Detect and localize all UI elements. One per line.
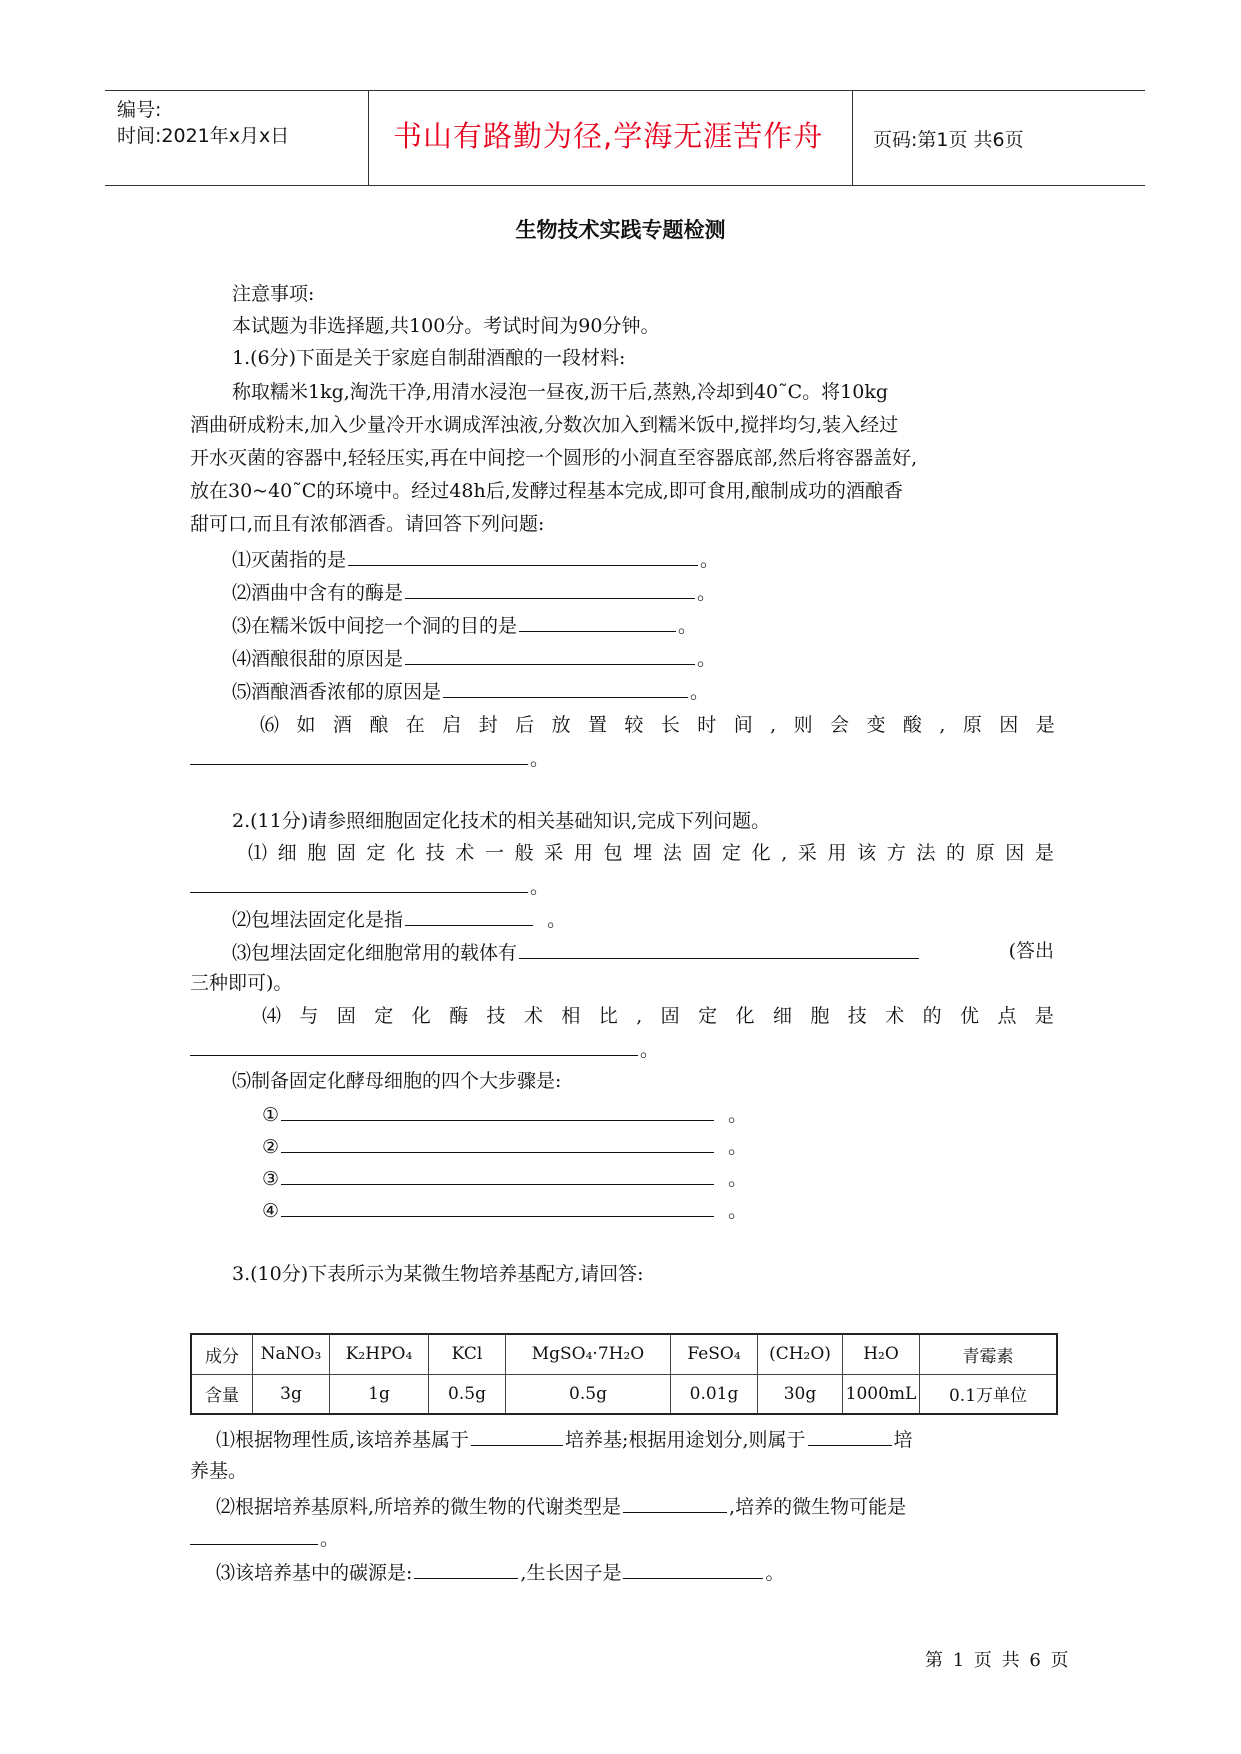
spaced-char: 定 xyxy=(722,842,742,864)
spaced-char: 化 xyxy=(735,1005,755,1027)
table-cell: NaNO₃ xyxy=(253,1334,330,1374)
spaced-char: 定 xyxy=(698,1005,718,1027)
q2-item-3-tail: (答出 xyxy=(1008,940,1054,962)
q2-step-1 xyxy=(262,1100,747,1128)
q2-item-3 xyxy=(232,938,1054,966)
q1-paragraph-line: 甜可口,而且有浓郁酒香。请回答下列问题: xyxy=(190,513,545,535)
q1-item-5 xyxy=(232,677,709,705)
q2-item-3-cont: 三种即可)。 xyxy=(190,972,293,994)
spaced-char: 酿 xyxy=(369,714,389,736)
spaced-char: 胞 xyxy=(810,1005,830,1027)
spaced-char: , xyxy=(781,842,788,864)
spaced-char: 方 xyxy=(886,842,906,864)
q3-text: ,生长因子是 xyxy=(520,1562,622,1584)
spaced-char: 较 xyxy=(624,714,644,736)
answer-blank[interactable] xyxy=(190,744,528,765)
notes-label: 注意事项: xyxy=(232,283,315,305)
answer-blank[interactable] xyxy=(348,545,698,566)
q1-item-text: ⑷酒酿很甜的原因是 xyxy=(232,648,404,670)
q1-paragraph-line: 放在30~40˜C的环境中。经过48h后,发酵过程基本完成,即可食用,酿制成功的酒酿香 xyxy=(190,480,903,502)
spaced-char: 固 xyxy=(336,842,356,864)
spaced-char: 优 xyxy=(960,1005,980,1027)
number-label: 编号: xyxy=(117,99,162,121)
spaced-char: 细 xyxy=(277,842,297,864)
q2-item-text: ⑵包埋法固定化是指 xyxy=(232,909,404,931)
header-divider xyxy=(368,91,369,185)
spaced-char: 酶 xyxy=(449,1005,469,1027)
q1-item-1 xyxy=(232,545,719,573)
answer-blank[interactable] xyxy=(519,611,676,632)
spaced-char: 置 xyxy=(587,714,607,736)
spaced-char: 相 xyxy=(561,1005,581,1027)
spaced-char: 技 xyxy=(847,1005,867,1027)
answer-blank[interactable] xyxy=(281,1196,714,1217)
q1-paragraph-line: 称取糯米1kg,淘洗干净,用清水浸泡一昼夜,沥干后,蒸熟,冷却到40˜C。将10kg xyxy=(232,381,889,403)
spaced-char: 长 xyxy=(660,714,680,736)
spaced-char: 胞 xyxy=(307,842,327,864)
page-info: 页码:第1页 共6页 xyxy=(873,129,1024,151)
spaced-char: ⑹ xyxy=(260,714,280,736)
q1-item-6-blank-line xyxy=(188,744,549,772)
q2-intro: 2.(11分)请参照细胞固定化技术的相关基础知识,完成下列问题。 xyxy=(232,810,771,832)
spaced-char: 法 xyxy=(916,842,936,864)
period: 。 xyxy=(690,681,710,703)
spaced-char: 用 xyxy=(827,842,847,864)
spaced-char: 化 xyxy=(751,842,771,864)
spaced-char: 术 xyxy=(885,1005,905,1027)
spaced-char: 固 xyxy=(336,1005,356,1027)
answer-blank[interactable] xyxy=(623,1558,763,1579)
spaced-char: 术 xyxy=(523,1005,543,1027)
spaced-char: , xyxy=(939,714,946,736)
period: 。 xyxy=(728,1104,748,1126)
period: 。 xyxy=(530,748,550,770)
spaced-char: 原 xyxy=(962,714,982,736)
answer-blank[interactable] xyxy=(808,1425,892,1446)
spaced-char: 是 xyxy=(1034,842,1054,864)
step-marker: ① xyxy=(262,1104,280,1126)
spaced-char: 间 xyxy=(733,714,753,736)
step-marker: ② xyxy=(262,1136,280,1158)
spaced-char: , xyxy=(770,714,777,736)
q3-sub-3 xyxy=(216,1558,784,1586)
q3-sub-2 xyxy=(216,1492,906,1520)
period: 。 xyxy=(728,1168,748,1190)
q1-item-text: ⑵酒曲中含有的酶是 xyxy=(232,582,404,604)
spaced-char: 变 xyxy=(866,714,886,736)
spaced-char: 般 xyxy=(514,842,534,864)
spaced-char: 点 xyxy=(997,1005,1017,1027)
motto: 书山有路勤为径,学海无涯苦作舟 xyxy=(393,119,824,153)
spaced-char: 放 xyxy=(551,714,571,736)
q3-text: ⑵根据培养基原料,所培养的微生物的代谢类型是 xyxy=(216,1496,622,1518)
answer-blank[interactable] xyxy=(190,872,528,893)
table-cell: 0.5g xyxy=(506,1374,671,1414)
table-cell: 成分 xyxy=(191,1334,253,1374)
period: 。 xyxy=(697,582,717,604)
period: 。 xyxy=(640,1039,660,1061)
table-cell: 0.01g xyxy=(671,1374,758,1414)
table-cell: 1g xyxy=(330,1374,429,1414)
q2-item-2 xyxy=(232,905,566,933)
table-cell: KCl xyxy=(429,1334,506,1374)
q1-item-text: ⑶在糯米饭中间挖一个洞的目的是 xyxy=(232,615,518,637)
spaced-char: 定 xyxy=(374,1005,394,1027)
answer-blank[interactable] xyxy=(405,905,533,926)
q1-item-6 xyxy=(260,712,1055,738)
q3-sub-1 xyxy=(216,1425,913,1453)
spaced-char: 因 xyxy=(999,714,1019,736)
answer-blank[interactable] xyxy=(281,1164,714,1185)
spaced-char: 的 xyxy=(922,1005,942,1027)
step-marker: ④ xyxy=(262,1200,280,1222)
answer-blank[interactable] xyxy=(190,1035,638,1056)
spaced-char: 则 xyxy=(793,714,813,736)
spaced-char: 启 xyxy=(442,714,462,736)
q1-paragraph-line: 开水灭菌的容器中,轻轻压实,再在中间挖一个圆形的小洞直至容器底部,然后将容器盖好, xyxy=(190,447,918,469)
time-label: 时间:2021年x月x日 xyxy=(117,125,290,147)
spaced-char: 包 xyxy=(603,842,623,864)
spaced-char: 用 xyxy=(573,842,593,864)
table-cell: H₂O xyxy=(843,1334,920,1374)
spaced-char: 术 xyxy=(455,842,475,864)
table-cell: K₂HPO₄ xyxy=(330,1334,429,1374)
q3-sub-1-cont: 养基。 xyxy=(190,1460,248,1482)
period: 。 xyxy=(728,1200,748,1222)
table-cell: 含量 xyxy=(191,1374,253,1414)
q1-item-text: ⑸酒酿酒香浓郁的原因是 xyxy=(232,681,442,703)
spaced-char: 采 xyxy=(797,842,817,864)
spaced-char: 化 xyxy=(411,1005,431,1027)
spaced-char: 后 xyxy=(515,714,535,736)
spaced-char: 采 xyxy=(544,842,564,864)
q2-item-text: ⑶包埋法固定化细胞常用的载体有 xyxy=(232,942,518,964)
answer-blank[interactable] xyxy=(443,677,688,698)
spaced-char: 固 xyxy=(692,842,712,864)
table-cell: (CH₂O) xyxy=(758,1334,843,1374)
step-marker: ③ xyxy=(262,1168,280,1190)
spaced-char: 技 xyxy=(425,842,445,864)
period: 。 xyxy=(547,909,567,931)
spaced-char: 定 xyxy=(366,842,386,864)
spaced-char: 是 xyxy=(1035,714,1055,736)
spaced-char: 酸 xyxy=(902,714,922,736)
table-cell: 0.5g xyxy=(429,1374,506,1414)
q3-text: ⑶该培养基中的碳源是: xyxy=(216,1562,413,1584)
spaced-char: 技 xyxy=(486,1005,506,1027)
period: 。 xyxy=(678,615,698,637)
answer-blank[interactable] xyxy=(281,1100,714,1121)
table-row xyxy=(191,1374,1057,1414)
page-title: 生物技术实践专题检测 xyxy=(515,218,726,242)
q3-text: 培 xyxy=(893,1429,913,1451)
spaced-char: 与 xyxy=(299,1005,319,1027)
answer-blank[interactable] xyxy=(519,938,919,959)
spaced-char: 是 xyxy=(1034,1005,1054,1027)
answer-blank[interactable] xyxy=(281,1132,714,1153)
q1-paragraph-line: 酒曲研成粉末,加入少量冷开水调成浑浊液,分数次加入到糯米饭中,搅拌均匀,装入经过 xyxy=(190,414,899,436)
spaced-char: 一 xyxy=(485,842,505,864)
q2-item-4-blank-line xyxy=(188,1035,659,1063)
spaced-char: 因 xyxy=(1005,842,1025,864)
page-footer: 第 1 页 共 6 页 xyxy=(925,1650,1071,1671)
q3-text: 培养基;根据用途划分,则属于 xyxy=(565,1429,806,1451)
spaced-char: 会 xyxy=(830,714,850,736)
q1-item-4 xyxy=(232,644,716,672)
period: 。 xyxy=(728,1136,748,1158)
answer-blank[interactable] xyxy=(405,578,695,599)
spaced-char: 原 xyxy=(975,842,995,864)
spaced-char: 化 xyxy=(396,842,416,864)
period: 。 xyxy=(765,1562,785,1584)
q1-item-text: ⑴灭菌指的是 xyxy=(232,549,347,571)
q1-item-3 xyxy=(232,611,697,639)
q2-step-3 xyxy=(262,1164,747,1192)
q2-step-2 xyxy=(262,1132,747,1160)
spaced-char: 细 xyxy=(772,1005,792,1027)
period: 。 xyxy=(530,876,550,898)
table-row xyxy=(191,1334,1057,1374)
spaced-char: ⑴ xyxy=(248,842,268,864)
spaced-char: 封 xyxy=(478,714,498,736)
period: 。 xyxy=(697,648,717,670)
answer-blank[interactable] xyxy=(190,1524,318,1545)
table-cell: 3g xyxy=(253,1374,330,1414)
table-cell: 0.1万单位 xyxy=(920,1374,1058,1414)
q3-sub-2-blank-line xyxy=(188,1524,339,1552)
answer-blank[interactable] xyxy=(414,1558,518,1579)
table-cell: 青霉素 xyxy=(920,1334,1058,1374)
spaced-char: 比 xyxy=(598,1005,618,1027)
table-cell: FeSO₄ xyxy=(671,1334,758,1374)
q2-item-1 xyxy=(248,840,1054,866)
spaced-char: 的 xyxy=(946,842,966,864)
period: 。 xyxy=(320,1528,340,1550)
answer-blank[interactable] xyxy=(471,1425,563,1446)
table-cell: MgSO₄·7H₂O xyxy=(506,1334,671,1374)
q1-item-2 xyxy=(232,578,716,606)
spaced-char: 固 xyxy=(660,1005,680,1027)
table-cell: 1000mL xyxy=(843,1374,920,1414)
q2-item-4 xyxy=(262,1003,1054,1029)
notes-text: 本试题为非选择题,共100分。考试时间为90分钟。 xyxy=(232,315,660,337)
answer-blank[interactable] xyxy=(623,1492,727,1513)
answer-blank[interactable] xyxy=(405,644,695,665)
spaced-char: , xyxy=(636,1005,643,1027)
q2-step-4 xyxy=(262,1196,747,1224)
q2-item-1-blank-line xyxy=(188,872,549,900)
q3-intro: 3.(10分)下表所示为某微生物培养基配方,请回答: xyxy=(232,1263,644,1285)
spaced-char: 酒 xyxy=(332,714,352,736)
spaced-char: 如 xyxy=(296,714,316,736)
medium-formula-table xyxy=(190,1333,1058,1415)
spaced-char: ⑷ xyxy=(262,1005,282,1027)
q2-item-5: ⑸制备固定化酵母细胞的四个大步骤是: xyxy=(232,1070,562,1092)
spaced-char: 法 xyxy=(662,842,682,864)
spaced-char: 埋 xyxy=(633,842,653,864)
header-divider xyxy=(852,91,853,185)
table-cell: 30g xyxy=(758,1374,843,1414)
spaced-char: 在 xyxy=(405,714,425,736)
q1-intro: 1.(6分)下面是关于家庭自制甜酒酿的一段材料: xyxy=(232,347,626,369)
q3-text: ⑴根据物理性质,该培养基属于 xyxy=(216,1429,470,1451)
period: 。 xyxy=(700,549,720,571)
spaced-char: 该 xyxy=(857,842,877,864)
q3-text: ,培养的微生物可能是 xyxy=(729,1496,907,1518)
spaced-char: 时 xyxy=(697,714,717,736)
